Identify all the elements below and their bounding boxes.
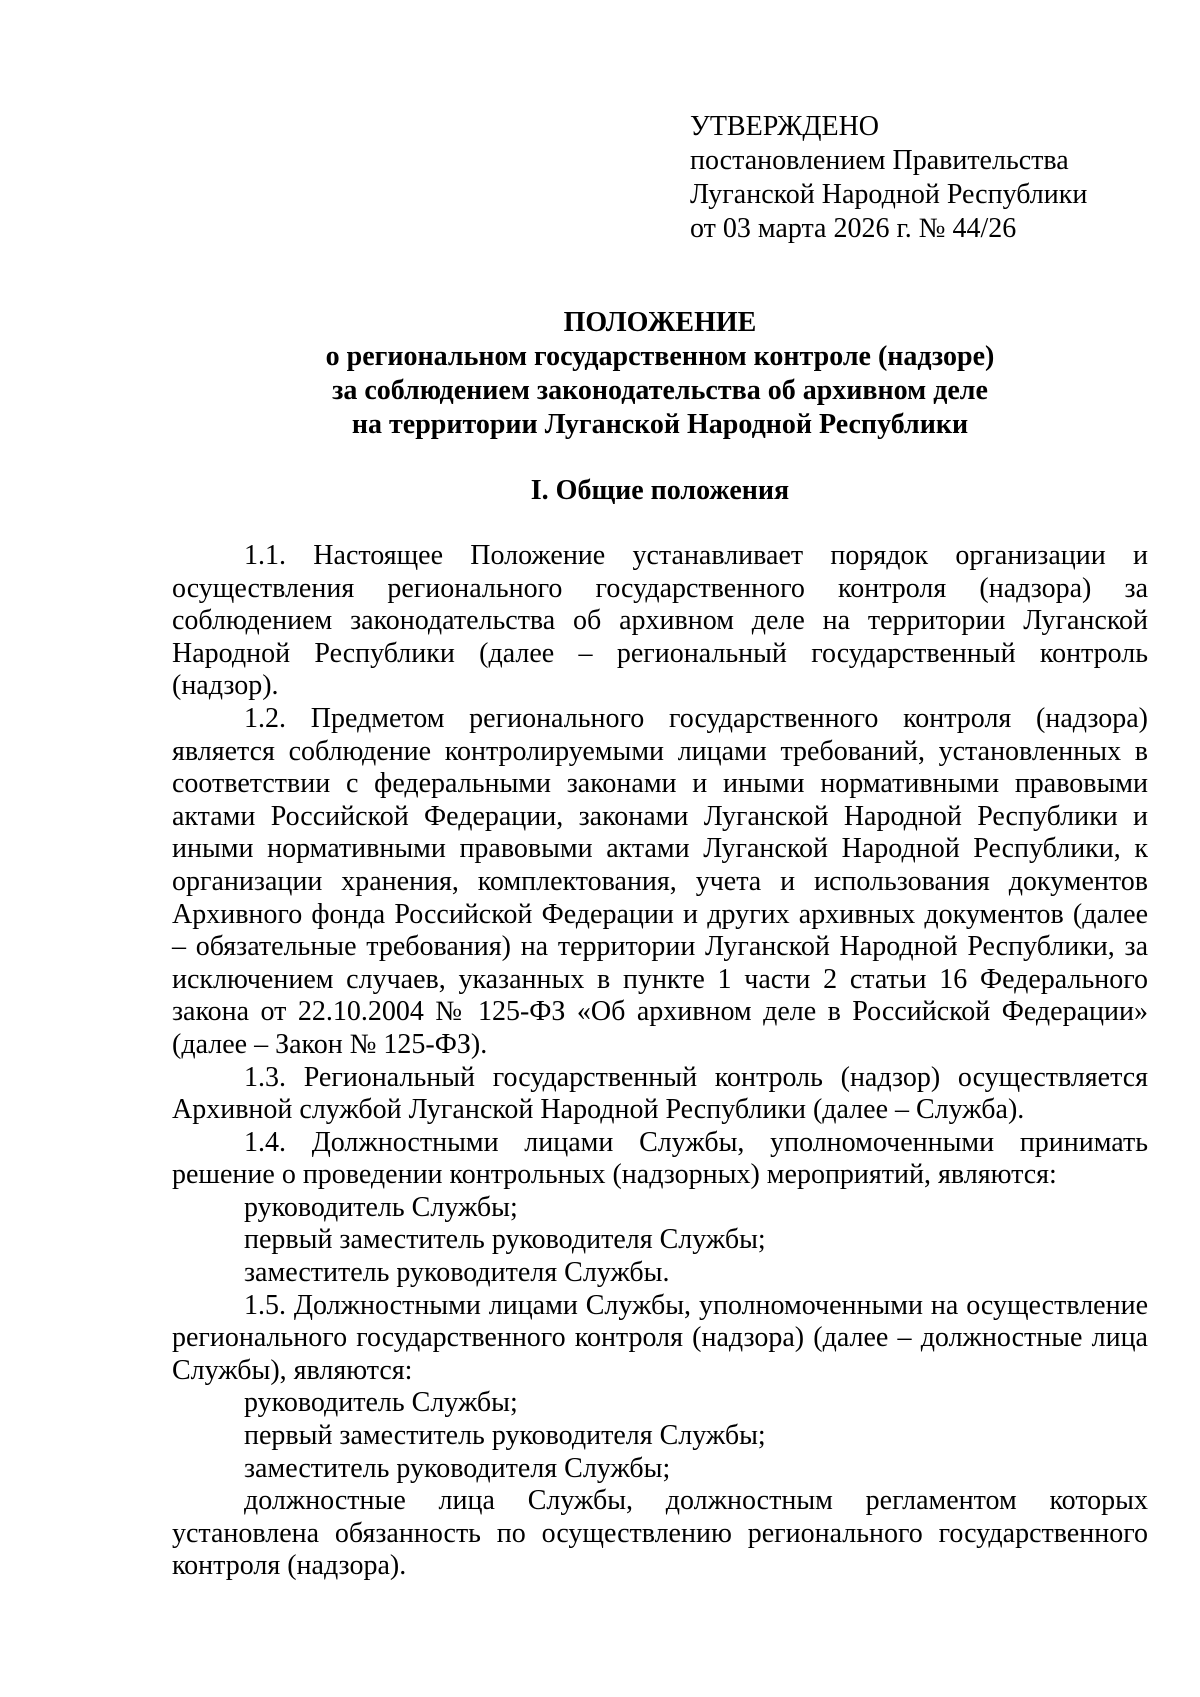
approval-line: Луганской Народной Республики bbox=[690, 179, 1088, 210]
section-heading: I. Общие положения bbox=[530, 475, 790, 506]
title-line: о региональном государственном контроле (надзоре) bbox=[325, 341, 995, 372]
list-item: заместитель руководителя Службы. bbox=[244, 1257, 670, 1289]
approval-line: постановлением Правительства bbox=[690, 145, 1069, 176]
paragraph-1-2: 1.2. Предметом регионального государственного контроля (надзора) является соблюдение контролируемыми лицами требований, установленных в соответствии с федеральными законами и иными нормативными правовыми актами Российской Федерации, законами Луганской Народной Республики и иными нормативными правовыми актами Луганской Народной Республики, к организации хранения, комплектования, учета и использования документов Архивного фонда Российской Федерации и других архивных документов (далее – обязательные требования) на территории Луганской Народной Республики, за исключением случаев, указанных в пункте 1 части 2 статьи 16 Федерального закона от 22.10.2004 № 125-ФЗ «Об архивном деле в Российской Федерации» (далее – Закон № 125-ФЗ). bbox=[172, 702, 1148, 1060]
list-item: первый заместитель руководителя Службы; bbox=[244, 1420, 766, 1452]
list-item: заместитель руководителя Службы; bbox=[244, 1452, 671, 1484]
list-item: руководитель Службы; bbox=[244, 1387, 518, 1419]
approval-stamp-block bbox=[690, 110, 1150, 246]
paragraph-1-5: 1.5. Должностными лицами Службы, уполномоченными на осуществление регионального государственного контроля (надзора) (далее – должностные лица Службы), являются: bbox=[172, 1289, 1148, 1386]
approval-heading: УТВЕРЖДЕНО bbox=[690, 111, 880, 142]
title-line: ПОЛОЖЕНИЕ bbox=[563, 307, 757, 338]
document-title bbox=[172, 306, 1148, 442]
paragraph-1-3: 1.3. Региональный государственный контроль (надзор) осуществляется Архивной службой Луганской Народной Республики (далее – Служба). bbox=[172, 1061, 1148, 1126]
list-item: должностные лица Службы, должностным регламентом которых установлена обязанность по осуществлению регионального государственного контроля (надзора). bbox=[172, 1485, 1148, 1582]
section-body bbox=[172, 540, 1148, 1583]
list-item: первый заместитель руководителя Службы; bbox=[244, 1224, 766, 1256]
title-line: на территории Луганской Народной Республики bbox=[351, 409, 969, 440]
paragraph-1-4: 1.4. Должностными лицами Службы, уполномоченными принимать решение о проведении контрольных (надзорных) мероприятий, являются: bbox=[172, 1126, 1148, 1191]
title-line: за соблюдением законодательства об архивном деле bbox=[332, 375, 988, 406]
paragraph-1-1: 1.1. Настоящее Положение устанавливает порядок организации и осуществления регионального государственного контроля (надзора) за соблюдением законодательства об архивном деле на территории Луганской Народной Республики (далее – региональный государственный контроль (надзор). bbox=[172, 540, 1148, 702]
list-item: руководитель Службы; bbox=[244, 1191, 518, 1223]
approval-date-number: от 03 марта 2026 г. № 44/26 bbox=[690, 213, 1017, 244]
